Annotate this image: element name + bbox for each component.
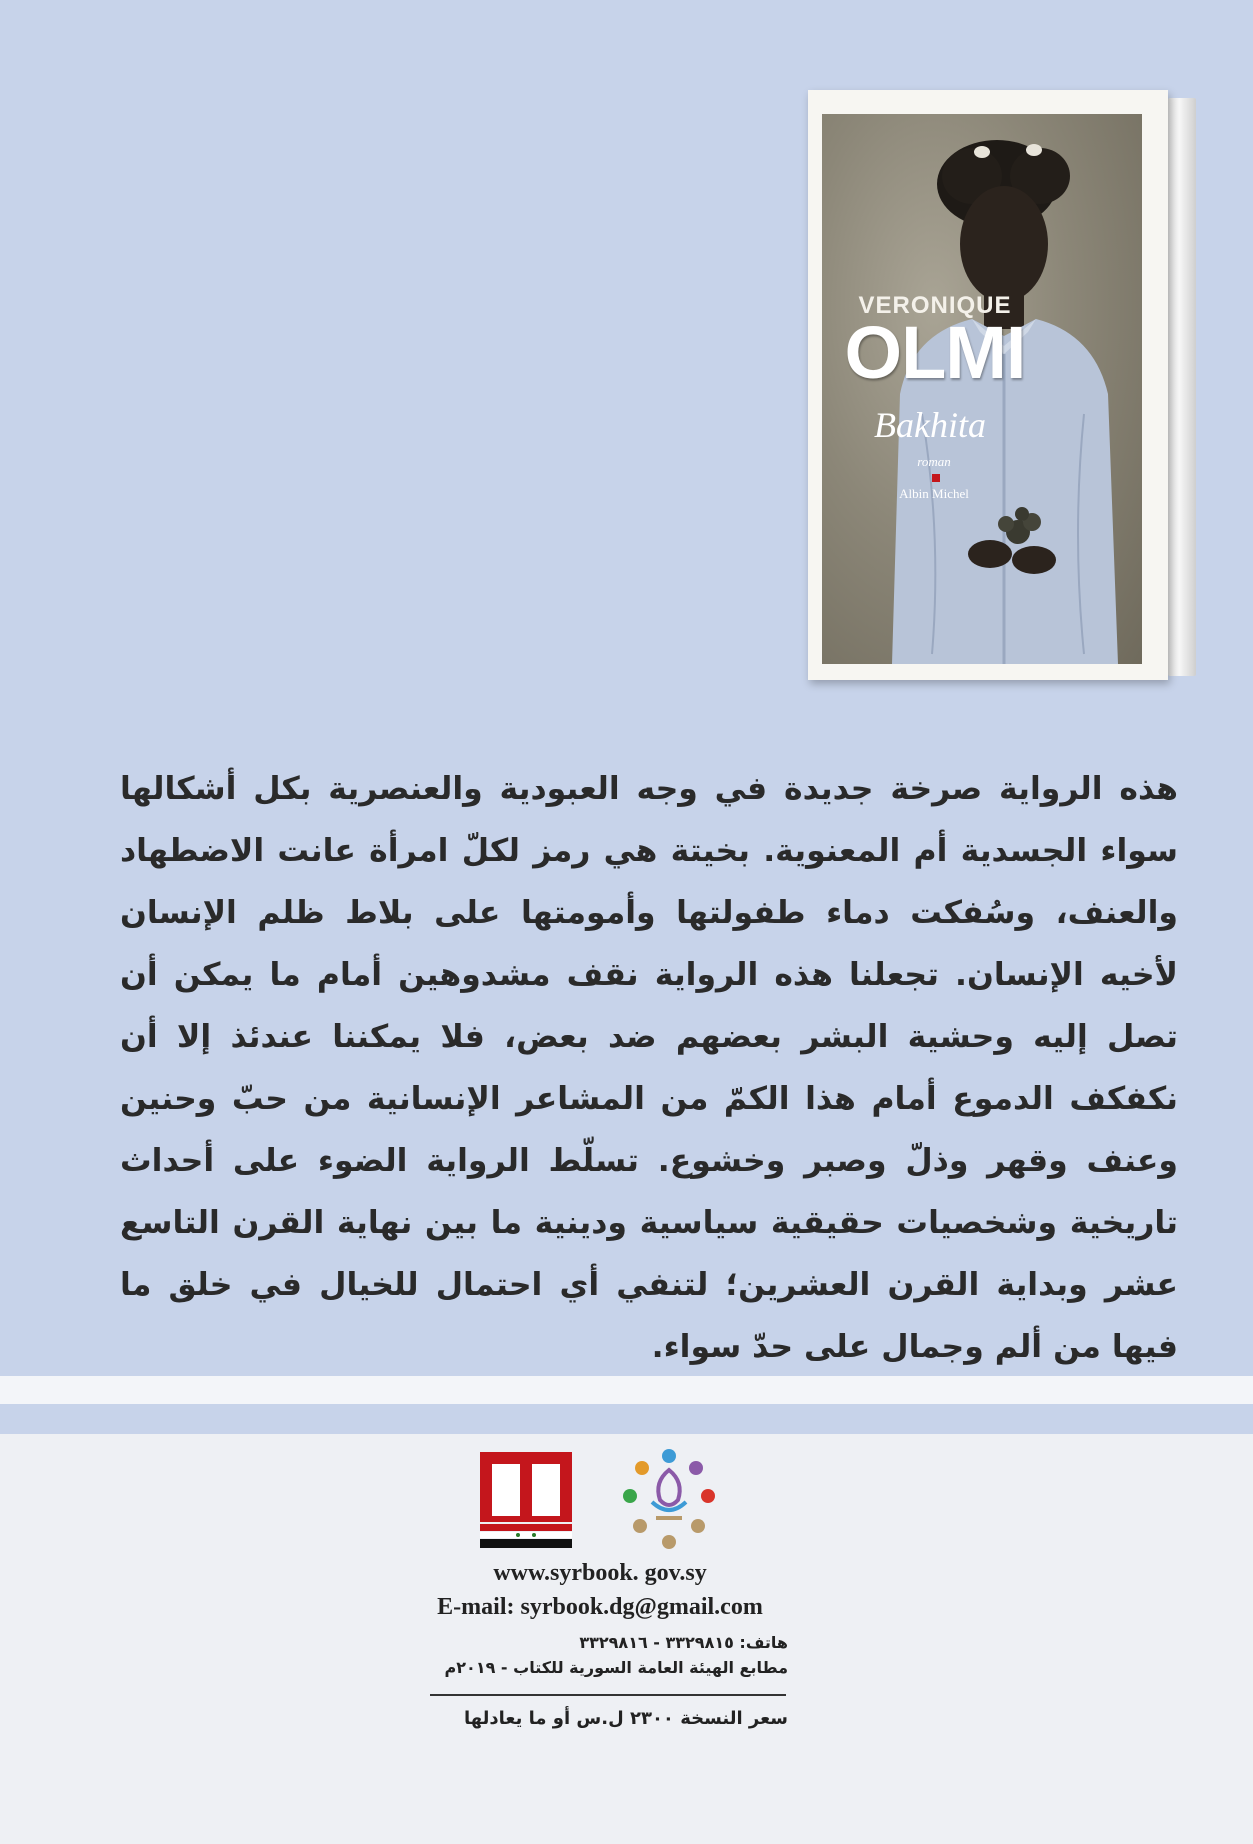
open-book-logo-icon	[478, 1450, 574, 1550]
footer-divider	[430, 1694, 786, 1696]
cover-publisher: Albin Michel	[899, 486, 969, 501]
book-description: هذه الرواية صرخة جديدة في وجه العبودية والعنصرية بكل أشكالها سواء الجسدية أم المعنوية. بخيتة هي رمز لكلّ امرأة عانت الاضطهاد والعنف، وسُفكت دماء طفولتها وأمومتها على بلاط ظلم الإنسان لأخيه الإنسان. تجعلنا هذه الرواية نقف مشدوهين أمام ما يمكن أن تصل إليه وحشية البشر بعضهم ضد بعض، فلا يمكننا عندئذ إلا أن نكفكف الدموع أمام هذا الكمّ من المشاعر الإنسانية من حبّ وحنين وعنف وقهر وذلّ وصبر وخشوع. تسلّط الرواية الضوء على أحداث تاريخية وشخصيات حقيقية سياسية ودينية ما بين نهاية القرن التاسع عشر وبداية القرن العشرين؛ لتنفي أي احتمال للخيال في خلق ما فيها من ألم وجمال على حدّ سواء.	[120, 771, 1178, 1365]
cover-author-last-name: OLMI	[844, 311, 1026, 394]
cover-author-first-name: VERONIQUE	[858, 292, 1012, 319]
printer-imprint: مطابع الهيئة العامة السورية للكتاب - ٢٠١٩م	[444, 1658, 788, 1677]
portrait-photo	[822, 114, 1142, 664]
cover-red-mark	[932, 474, 940, 482]
cover-book-title: Bakhita	[874, 405, 986, 445]
blue-stripe	[0, 1404, 1253, 1434]
white-stripe	[0, 1376, 1253, 1404]
book-page-edges	[1168, 98, 1196, 676]
website-url[interactable]: www.syrbook. gov.sy	[493, 1560, 707, 1586]
cover-genre: roman	[917, 454, 951, 469]
book-front	[808, 90, 1168, 680]
email-address[interactable]: E-mail: syrbook.dg@gmail.com	[437, 1594, 763, 1620]
ministry-of-culture-logo-icon	[612, 1446, 726, 1560]
book-cover-image	[808, 90, 1186, 680]
phone-numbers: هاتف: ٣٣٢٩٨١٥ - ٣٣٢٩٨١٦	[579, 1633, 788, 1652]
book-price: سعر النسخة ٢٣٠٠ ل.س أو ما يعادلها	[464, 1708, 788, 1729]
